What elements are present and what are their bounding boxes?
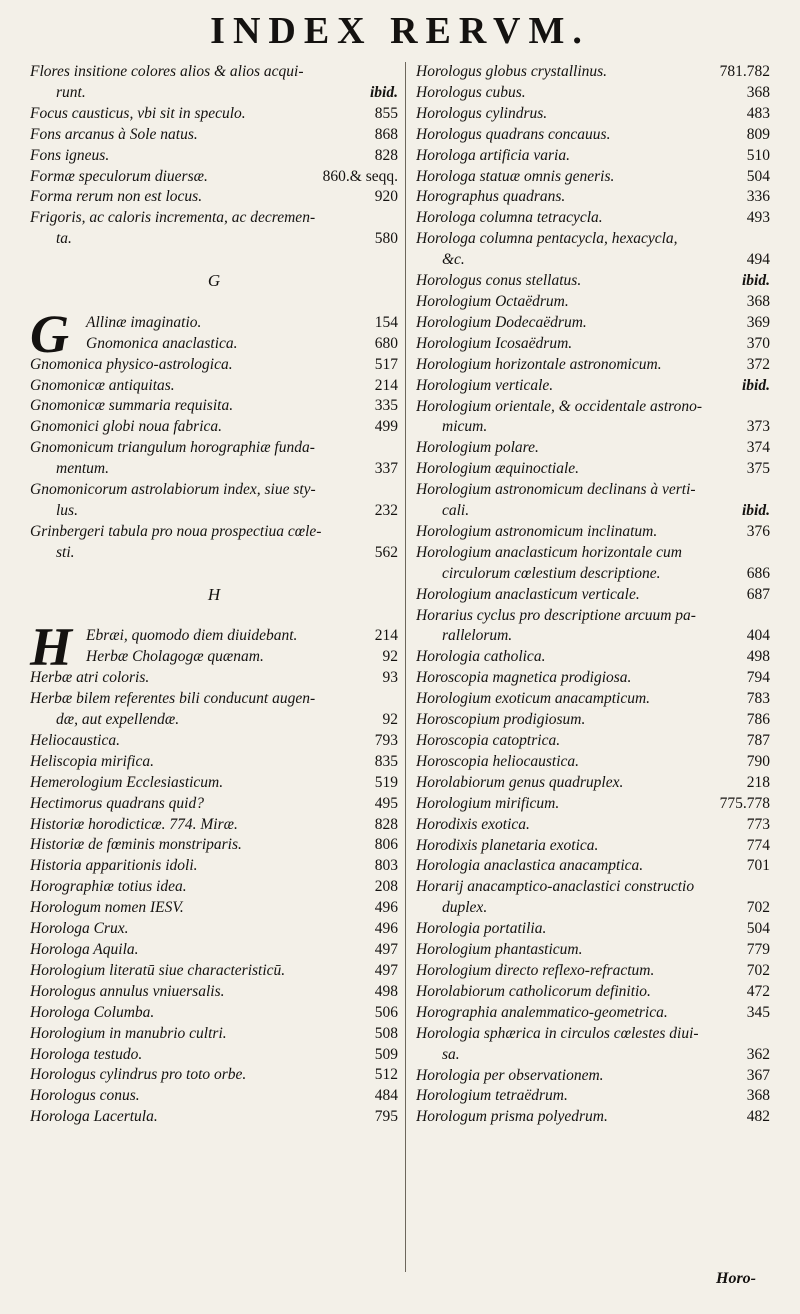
entry-text: Herbæ bilem referentes bili conducunt augen- [30, 690, 316, 708]
index-entry [416, 689, 770, 710]
entry-text: Horologia sphærica in circulos cœlestes diui- [416, 1024, 699, 1042]
entry-text: Horologium Dodecaëdrum. [416, 313, 587, 331]
index-entry [416, 752, 770, 773]
page-number: 855 [374, 104, 398, 122]
page-number: 773 [746, 815, 770, 833]
index-entry [30, 229, 398, 250]
page-number: 806 [374, 836, 398, 854]
index-entry [416, 355, 770, 376]
drop-cap: H [30, 617, 73, 678]
index-entry [416, 647, 770, 668]
page-number: 686 [746, 564, 770, 582]
index-entry [30, 856, 398, 877]
right-column [416, 62, 770, 1128]
page-number: ibid. [742, 502, 770, 520]
entry-text: Horologium directo reflexo-refractum. [416, 961, 655, 979]
section-letter: H [207, 584, 221, 604]
page-number: 793 [374, 731, 398, 749]
entry-text: Hemerologium Ecclesiasticum. [30, 773, 224, 791]
entry-text: Historia apparitionis idoli. [30, 857, 198, 875]
page-number: 562 [374, 543, 398, 561]
index-entry [30, 668, 398, 689]
entry-text: Horologia catholica. [416, 648, 546, 666]
page-number: 345 [746, 1003, 770, 1021]
index-entry [30, 961, 398, 982]
entry-text: Horolabiorum genus quadruplex. [416, 773, 624, 791]
index-entry [30, 480, 398, 501]
index-entry [416, 187, 770, 208]
index-entry [30, 104, 398, 125]
index-entry [416, 146, 770, 167]
entry-text: Horarij anacamptico-anaclastici constructio [416, 878, 695, 896]
entry-text: Horologus cylindrus pro toto orbe. [30, 1066, 247, 1084]
index-entry [416, 1066, 770, 1087]
index-entry [416, 626, 770, 647]
page-number: 373 [746, 418, 770, 436]
page-number: 92 [382, 711, 398, 729]
index-entry [416, 1045, 770, 1066]
index-entry [416, 1107, 770, 1128]
page-number: 774 [746, 836, 770, 854]
entry-text: Horographia analemmatico-geometrica. [416, 1003, 668, 1021]
index-entry [30, 773, 398, 794]
entry-text: Horologia anaclastica anacamptica. [416, 857, 644, 875]
index-entry [416, 1003, 770, 1024]
entry-text: Horologium polare. [416, 439, 539, 457]
index-entry [30, 877, 398, 898]
entry-text: Horodixis planetaria exotica. [416, 836, 599, 854]
entry-text: Horologa Crux. [30, 920, 129, 938]
page-number: 368 [746, 292, 770, 310]
page-number: 506 [374, 1003, 398, 1021]
page-number: ibid. [370, 83, 398, 101]
page-number: 214 [374, 376, 398, 394]
page-number: 369 [746, 313, 770, 331]
entry-text: Gnomonici globi noua fabrica. [30, 418, 223, 436]
page-number: ibid. [742, 272, 770, 290]
spacer [30, 292, 398, 313]
entry-text: Gnomonica physico-astrologica. [30, 355, 233, 373]
entry-text: Horologa columna pentacycla, hexacycla, [416, 230, 678, 248]
page-number: 783 [746, 690, 770, 708]
spacer [30, 564, 398, 585]
page-number: 504 [746, 167, 770, 185]
entry-text: Formæ speculorum diuersæ. [30, 167, 208, 185]
page-number: 218 [746, 773, 770, 791]
index-entry [416, 417, 770, 438]
index-entry [416, 376, 770, 397]
page-number: 519 [374, 773, 398, 791]
index-entry [30, 940, 398, 961]
page-number: 372 [746, 355, 770, 373]
entry-text: Horodixis exotica. [416, 815, 530, 833]
index-entry [416, 815, 770, 836]
index-entry [416, 250, 770, 271]
entry-text: Fons arcanus à Sole natus. [30, 125, 198, 143]
page-number: 208 [374, 878, 398, 896]
index-entry [416, 125, 770, 146]
index-entry [416, 668, 770, 689]
entry-text: Gnomonicæ antiquitas. [30, 376, 175, 394]
index-entry [30, 208, 398, 229]
index-entry [416, 543, 770, 564]
page-number: 835 [374, 752, 398, 770]
index-entry [30, 83, 398, 104]
index-entry [416, 62, 770, 83]
entry-text: Horologa artificia varia. [416, 146, 570, 164]
index-entry [416, 271, 770, 292]
left-column [30, 62, 398, 1128]
entry-text: Horologum nomen IESV. [30, 899, 184, 917]
index-entry [30, 355, 398, 376]
index-entry [30, 689, 398, 710]
spacer [30, 250, 398, 271]
index-entry [416, 1086, 770, 1107]
entry-text: Horographus quadrans. [416, 188, 566, 206]
entry-text: Horoscopia magnetica prodigiosa. [416, 669, 632, 687]
index-entry [416, 898, 770, 919]
entry-text: Horologa columna tetracycla. [416, 209, 603, 227]
entry-text: Frigoris, ac caloris incrementa, ac decremen- [30, 209, 316, 227]
page-number: 472 [746, 982, 770, 1000]
index-entry [30, 1107, 398, 1128]
page-number: 499 [374, 418, 398, 436]
page-number: 362 [746, 1045, 770, 1063]
section-letter: G [207, 271, 221, 291]
entry-text: Horologium verticale. [416, 376, 554, 394]
entry-text: Horologium literatū siue characteristicū. [30, 961, 286, 979]
page-title: INDEX RERVM. [210, 10, 590, 52]
index-entry [416, 564, 770, 585]
page-number: 687 [746, 585, 770, 603]
entry-text: Horologium mirificum. [416, 794, 560, 812]
entry-text: Fons igneus. [30, 146, 110, 164]
entry-text: Horarius cyclus pro descriptione arcuum pa- [416, 606, 696, 624]
entry-text: Gnomonicum triangulum horographiæ funda- [30, 439, 315, 457]
index-entry [416, 710, 770, 731]
page-number: 368 [746, 1087, 770, 1105]
entry-text: mentum. [56, 460, 109, 478]
page-number: 795 [374, 1108, 398, 1126]
page-number: 504 [746, 920, 770, 938]
entry-text: Horographiæ totius idea. [30, 878, 187, 896]
entry-text: Horologa Aquila. [30, 941, 139, 958]
page-number: 794 [746, 669, 770, 687]
page-number: 497 [374, 941, 398, 958]
index-entry [416, 397, 770, 418]
entry-text: Gnomonicæ summaria requisita. [30, 397, 234, 415]
entry-text: Horologium anaclasticum horizontale cum [416, 543, 682, 561]
page-number: 786 [746, 711, 770, 729]
index-entry [416, 208, 770, 229]
entry-text: dæ, aut expellendæ. [56, 711, 180, 729]
entry-text: Horologus quadrans concauus. [416, 125, 611, 143]
index-entry [30, 146, 398, 167]
entry-text: ta. [56, 230, 72, 248]
page-number: 702 [746, 961, 770, 979]
entry-text: Horologum prisma polyedrum. [416, 1108, 608, 1126]
entry-text: Horologus cylindrus. [416, 104, 548, 122]
index-entry [30, 543, 398, 564]
entry-text: Horologium exoticum anacampticum. [416, 690, 651, 708]
drop-cap: G [30, 303, 69, 364]
index-entry [30, 647, 398, 668]
index-entry [30, 167, 398, 188]
page-number: 828 [374, 815, 398, 833]
page-number: 702 [746, 899, 770, 917]
entry-text: Horologa Columba. [30, 1003, 155, 1021]
index-entry [30, 835, 398, 856]
page-number: 92 [382, 648, 398, 666]
page-number: 374 [746, 439, 770, 457]
index-entry [416, 167, 770, 188]
page-number: 337 [374, 460, 398, 478]
spacer [30, 606, 398, 627]
page-number: 335 [374, 397, 398, 415]
page-number: 495 [374, 794, 398, 812]
page-number: 376 [746, 522, 770, 540]
index-entry [30, 522, 398, 543]
index-entry [416, 438, 770, 459]
page-number: 484 [374, 1087, 398, 1105]
index-entry [30, 919, 398, 940]
index-entry [416, 856, 770, 877]
entry-text: Focus causticus, vbi sit in speculo. [30, 104, 246, 122]
entry-text: Horoscopia catoptrica. [416, 732, 561, 749]
page-number: 494 [746, 251, 770, 269]
page-number: 809 [746, 125, 770, 143]
catchword: Horo- [716, 1270, 756, 1287]
page-number: 493 [746, 209, 770, 227]
index-entry [30, 898, 398, 919]
column-divider [405, 62, 406, 1272]
entry-text: circulorum cœlestium descriptione. [442, 564, 661, 582]
index-entry [30, 815, 398, 836]
index-entry [30, 187, 398, 208]
index-entry [416, 606, 770, 627]
entry-text: Horoscopia heliocaustica. [416, 752, 580, 770]
entry-text: Forma rerum non est locus. [30, 188, 203, 206]
entry-text: Horologia portatilia. [416, 920, 547, 938]
index-entry [416, 1024, 770, 1045]
index-entry [416, 501, 770, 522]
page-number: 580 [374, 230, 398, 248]
index-entry [416, 104, 770, 125]
page-number: 367 [746, 1066, 770, 1084]
page-number: 482 [746, 1108, 770, 1126]
page-number: 868 [374, 125, 398, 143]
page-number: 93 [382, 669, 398, 687]
entry-text: Horologium anaclasticum verticale. [416, 585, 640, 603]
entry-text: Horologium æquinoctiale. [416, 460, 580, 478]
index-entry [416, 83, 770, 104]
index-entry [416, 480, 770, 501]
entry-text: Horolabiorum catholicorum definitio. [416, 982, 651, 1000]
index-entry [416, 522, 770, 543]
entry-text: Historiæ horodicticæ. 774. Miræ. [30, 815, 238, 833]
index-entry [30, 334, 398, 355]
page-number: 781.782 [719, 63, 770, 80]
index-entry [30, 1065, 398, 1086]
entry-text: Horologium Octaëdrum. [416, 292, 569, 310]
page-number: 375 [746, 460, 770, 478]
page-number: 775.778 [719, 794, 770, 812]
entry-text: Horologium in manubrio cultri. [30, 1024, 227, 1042]
entry-text: Ebræi, quomodo diem diuidebant. [86, 627, 298, 645]
entry-text: Heliscopia mirifica. [30, 752, 154, 770]
entry-text: Horoscopium prodigiosum. [416, 711, 586, 729]
entry-text: runt. [56, 83, 86, 101]
entry-text: Horologium tetraëdrum. [416, 1087, 568, 1105]
page-number: ibid. [742, 376, 770, 394]
page-number: 920 [374, 188, 398, 206]
entry-text: Horologium phantasticum. [416, 941, 583, 959]
index-entry [30, 438, 398, 459]
index-entry [30, 731, 398, 752]
index-entry [416, 731, 770, 752]
page-number: 701 [746, 857, 770, 875]
entry-text: sa. [442, 1045, 460, 1063]
entry-text: lus. [56, 502, 78, 519]
entry-text: Horologus annulus vniuersalis. [30, 982, 225, 1000]
page-number: 154 [374, 313, 398, 331]
page-number: 510 [746, 146, 770, 164]
page-number: 860.& seqq. [322, 167, 398, 185]
index-entry [416, 836, 770, 857]
index-entry [30, 752, 398, 773]
entry-text: Horologium astronomicum declinans à verti- [416, 481, 696, 499]
entry-text: Heliocaustica. [30, 731, 120, 749]
entry-text: duplex. [442, 899, 488, 917]
page-number: 828 [374, 146, 398, 164]
page-number: 214 [374, 627, 398, 645]
index-entry [30, 1003, 398, 1024]
page-number: 496 [374, 920, 398, 938]
index-entry [30, 501, 398, 522]
index-entry [30, 1024, 398, 1045]
index-entry [416, 794, 770, 815]
index-entry [416, 334, 770, 355]
page-number: 787 [746, 732, 770, 749]
index-entry [416, 773, 770, 794]
entry-text: Horologia per observationem. [416, 1066, 604, 1084]
entry-text: Horologus globus crystallinus. [416, 63, 608, 80]
page-number: 512 [374, 1066, 398, 1084]
entry-text: Grinbergeri tabula pro noua prospectiua cœle- [30, 522, 322, 540]
entry-text: rallelorum. [442, 627, 513, 645]
entry-text: Horologium horizontale astronomicum. [416, 355, 662, 373]
index-entry [30, 1045, 398, 1066]
entry-text: Horologa statuæ omnis generis. [416, 167, 615, 185]
index-entry [30, 982, 398, 1003]
index-entry [30, 710, 398, 731]
entry-text: Horologium Icosaëdrum. [416, 334, 573, 352]
page-number: 404 [746, 627, 770, 645]
entry-text: Horologus cubus. [416, 83, 526, 101]
entry-text: Herbæ Cholagogæ quænam. [86, 648, 264, 666]
page-number: 496 [374, 899, 398, 917]
index-entry [416, 313, 770, 334]
index-entry [30, 459, 398, 480]
index-entry [30, 376, 398, 397]
entry-text: Historiæ de fœminis monstriparis. [30, 836, 242, 854]
page-number: 509 [374, 1045, 398, 1063]
page-number: 497 [374, 961, 398, 979]
entry-text: Horologium orientale, & occidentale astrono- [416, 397, 702, 415]
index-entry [416, 877, 770, 898]
page-number: 336 [746, 188, 770, 206]
index-entry [30, 62, 398, 83]
index-entry [30, 417, 398, 438]
index-entry [416, 459, 770, 480]
page-number: 498 [746, 648, 770, 666]
entry-text: Allinæ imaginatio. [86, 313, 202, 331]
entry-text: Horologa Lacertula. [30, 1108, 158, 1126]
index-entry [30, 396, 398, 417]
page-number: 370 [746, 334, 770, 352]
index-entry [416, 292, 770, 313]
entry-text: micum. [442, 418, 488, 436]
page-number: 483 [746, 104, 770, 122]
page-number: 232 [374, 502, 398, 519]
page-number: 498 [374, 982, 398, 1000]
page-number: 368 [746, 83, 770, 101]
page-number: 680 [374, 334, 398, 352]
page-number: 790 [746, 752, 770, 770]
index-entry [30, 1086, 398, 1107]
entry-text: Horologium astronomicum inclinatum. [416, 522, 658, 540]
index-entry [416, 961, 770, 982]
entry-text: Hectimorus quadrans quid? [30, 794, 204, 812]
index-entry [416, 919, 770, 940]
entry-text: Horologa testudo. [30, 1045, 143, 1063]
page-number: 508 [374, 1024, 398, 1042]
entry-text: Gnomonica anaclastica. [86, 334, 238, 352]
entry-text: Horologus conus. [30, 1087, 140, 1105]
entry-text: Gnomonicorum astrolabiorum index, siue sty- [30, 481, 316, 499]
entry-text: &c. [442, 251, 465, 269]
entry-text: sti. [56, 543, 75, 561]
page-number: 779 [746, 941, 770, 959]
entry-text: Herbæ atri coloris. [30, 669, 150, 687]
index-entry [416, 229, 770, 250]
index-entry [416, 585, 770, 606]
index-entry [30, 794, 398, 815]
entry-text: Flores insitione colores alios & alios acqui- [30, 63, 304, 80]
page-number: 803 [374, 857, 398, 875]
page-number: 517 [374, 355, 398, 373]
entry-text: Horologus conus stellatus. [416, 272, 582, 290]
entry-text: cali. [442, 502, 470, 520]
index-entry [416, 982, 770, 1003]
index-entry [416, 940, 770, 961]
index-entry [30, 125, 398, 146]
